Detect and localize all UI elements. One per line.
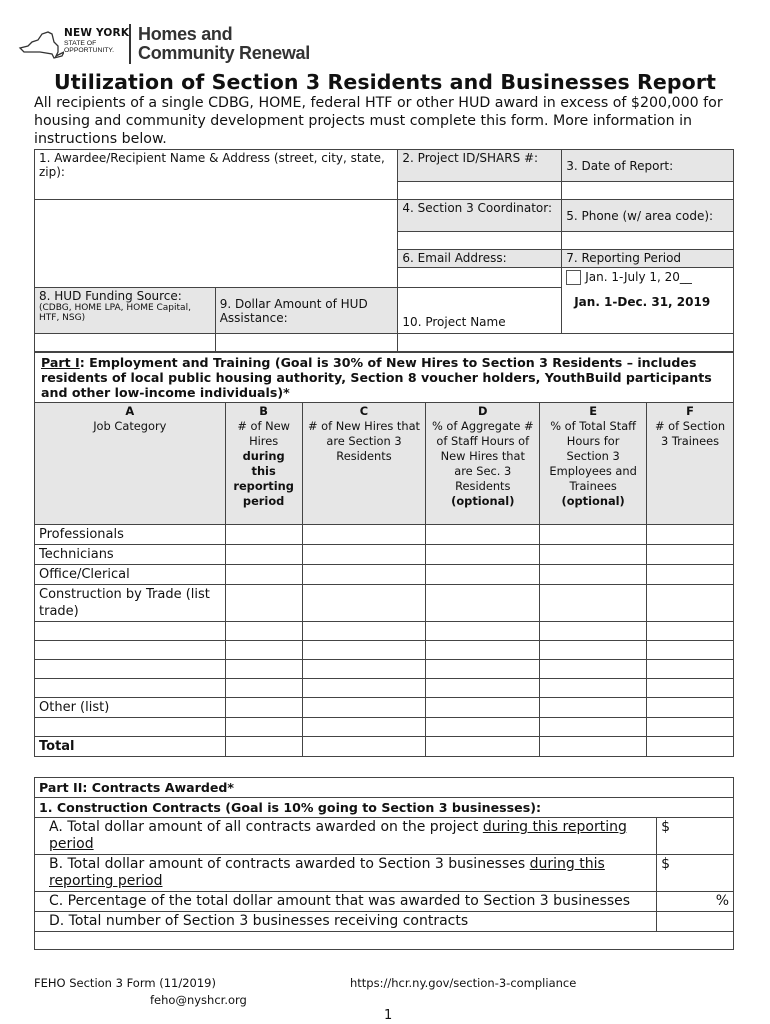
input-phone[interactable] [562,232,734,250]
input-awardee-address[interactable] [35,200,398,288]
job-category-cell: Other (list) [35,698,226,718]
data-cell[interactable] [647,641,734,660]
data-cell[interactable] [225,698,302,718]
info-table [34,149,734,352]
field-reporting-period: 7. Reporting Period [562,250,734,268]
business-count-input[interactable] [657,912,734,932]
total-label: Total [35,737,226,757]
data-cell[interactable] [647,660,734,679]
field-project-name: 10. Project Name [398,288,562,334]
job-category-cell: Professionals [35,525,226,545]
input-dollar-amount[interactable] [215,334,398,352]
field-awardee[interactable]: 1. Awardee/Recipient Name & Address (street, city, state, zip): [35,150,398,200]
input-funding-source[interactable] [35,334,216,352]
data-cell[interactable] [540,545,647,565]
table-row [35,718,734,737]
input-date-of-report[interactable] [562,182,734,200]
table-row-total [35,737,734,757]
table-row [35,679,734,698]
data-cell[interactable] [302,585,426,622]
data-cell[interactable] [225,718,302,737]
data-cell[interactable] [647,545,734,565]
total-cell[interactable] [540,737,647,757]
data-cell[interactable] [302,565,426,585]
job-category-cell[interactable] [35,679,226,698]
job-category-cell: Construction by Trade (list trade) [35,585,226,622]
new-york-state-map-icon [18,30,64,60]
data-cell[interactable] [225,660,302,679]
logo-divider [129,24,131,64]
job-category-cell[interactable] [35,641,226,660]
data-cell[interactable] [225,585,302,622]
data-cell[interactable] [540,622,647,641]
data-cell[interactable] [426,660,540,679]
part2-subheading: 1. Construction Contracts (Goal is 10% going to Section 3 businesses): [35,798,734,818]
data-cell[interactable] [540,565,647,585]
reporting-period-options [562,268,734,334]
total-cell[interactable] [647,737,734,757]
data-cell[interactable] [426,622,540,641]
data-cell[interactable] [225,622,302,641]
data-cell[interactable] [302,718,426,737]
agency-name: Homes and Community Renewal [138,24,310,63]
logo-tagline: STATE OF OPPORTUNITY. [64,40,114,55]
field-project-id: 2. Project ID/SHARS #: [398,150,562,182]
blank-row[interactable] [35,932,734,950]
table-row [35,585,734,622]
intro-text: All recipients of a single CDBG, HOME, federal HTF or other HUD award in excess of $200,000 for housing and community development projects must complete this form. More information in instructions below. [34,95,723,147]
col-c-header: C # of New Hires that are Section 3 Residents [302,403,426,525]
period-option-2[interactable]: Jan. 1-Dec. 31, 2019 [574,295,711,309]
data-cell[interactable] [540,641,647,660]
data-cell[interactable] [302,679,426,698]
data-cell[interactable] [647,585,734,622]
col-a-header: A Job Category [35,403,226,525]
data-cell[interactable] [540,698,647,718]
section3-contracts-input[interactable]: $ [657,855,734,892]
period-option-1[interactable]: Jan. 1-July 1, 20__ [566,270,729,285]
data-cell[interactable] [302,525,426,545]
data-cell[interactable] [302,641,426,660]
data-cell[interactable] [647,622,734,641]
input-coordinator[interactable] [398,232,562,250]
data-cell[interactable] [647,698,734,718]
col-d-header: D % of Aggregate # of Staff Hours of New Hires that are Sec. 3 Residents (optional) [426,403,540,525]
data-cell[interactable] [540,585,647,622]
job-category-cell[interactable] [35,718,226,737]
field-date-of-report: 3. Date of Report: [562,150,734,182]
table-row [35,565,734,585]
business-count-label: D. Total number of Section 3 businesses receiving contracts [35,912,657,932]
part1-heading: Part I: Employment and Training (Goal is 30% of New Hires to Section 3 Residents – includes residents of local public housing authority, Section 8 voucher holders, YouthBuild participants and other low-income individuals)* [35,353,734,403]
job-category-cell[interactable] [35,660,226,679]
data-cell[interactable] [426,679,540,698]
data-cell[interactable] [647,679,734,698]
data-cell[interactable] [225,525,302,545]
input-project-id[interactable] [398,182,562,200]
footer-url[interactable]: https://hcr.ny.gov/section-3-compliance [350,976,577,990]
data-cell[interactable] [426,718,540,737]
page-number: 1 [384,1008,393,1023]
col-e-header: E % of Total Staff Hours for Section 3 Employees and Trainees (optional) [540,403,647,525]
table-row [35,525,734,545]
table-row [35,660,734,679]
part2-heading: Part II: Contracts Awarded* [35,778,734,798]
data-cell[interactable] [302,660,426,679]
field-funding-source: 8. HUD Funding Source: (CDBG, HOME LPA, HOME Capital, HTF, NSG) [35,288,216,334]
job-category-cell: Office/Clerical [35,565,226,585]
data-cell[interactable] [540,679,647,698]
data-cell[interactable] [426,545,540,565]
job-category-cell: Technicians [35,545,226,565]
data-cell[interactable] [302,622,426,641]
percentage-input[interactable]: % [657,892,734,912]
data-cell[interactable] [426,641,540,660]
data-cell[interactable] [426,525,540,545]
total-cell[interactable] [426,737,540,757]
data-cell[interactable] [302,698,426,718]
footer-form-id: FEHO Section 3 Form (11/2019) [34,976,216,990]
logo-state-name: NEW YORK [64,27,130,39]
section3-contracts-label: B. Total dollar amount of contracts awarded to Section 3 businesses during this reporting period [35,855,657,892]
table-row [35,545,734,565]
data-cell[interactable] [225,641,302,660]
table-row [35,622,734,641]
data-cell[interactable] [647,718,734,737]
input-project-name[interactable] [398,334,734,352]
contracts-total-label: A. Total dollar amount of all contracts awarded on the project during this reporting period [35,818,657,855]
field-phone: 5. Phone (w/ area code): [562,200,734,232]
total-cell[interactable] [225,737,302,757]
page-title: Utilization of Section 3 Residents and Businesses Report [54,70,716,94]
data-cell[interactable] [225,679,302,698]
percentage-label: C. Percentage of the total dollar amount that was awarded to Section 3 businesses [35,892,657,912]
job-category-cell[interactable] [35,622,226,641]
field-dollar-amount: 9. Dollar Amount of HUD Assistance: [215,288,398,334]
table-row [35,641,734,660]
field-email: 6. Email Address: [398,250,562,268]
data-cell[interactable] [302,545,426,565]
data-cell[interactable] [426,565,540,585]
part1-table [34,352,734,757]
input-email[interactable] [398,268,562,288]
col-b-header: B # of New Hires during this reporting period [225,403,302,525]
data-cell[interactable] [540,718,647,737]
col-f-header: F # of Section 3 Trainees [647,403,734,525]
data-cell[interactable] [647,565,734,585]
data-cell[interactable] [225,545,302,565]
checkbox-icon[interactable] [566,270,581,285]
data-cell[interactable] [426,698,540,718]
part2-table [34,777,734,950]
data-cell[interactable] [540,525,647,545]
field-coordinator: 4. Section 3 Coordinator: [398,200,562,232]
table-row [35,698,734,718]
footer-email[interactable]: feho@nyshcr.org [150,993,247,1007]
data-cell[interactable] [225,565,302,585]
total-cell[interactable] [302,737,426,757]
data-cell[interactable] [647,525,734,545]
data-cell[interactable] [540,660,647,679]
contracts-total-input[interactable]: $ [657,818,734,855]
data-cell[interactable] [426,585,540,622]
